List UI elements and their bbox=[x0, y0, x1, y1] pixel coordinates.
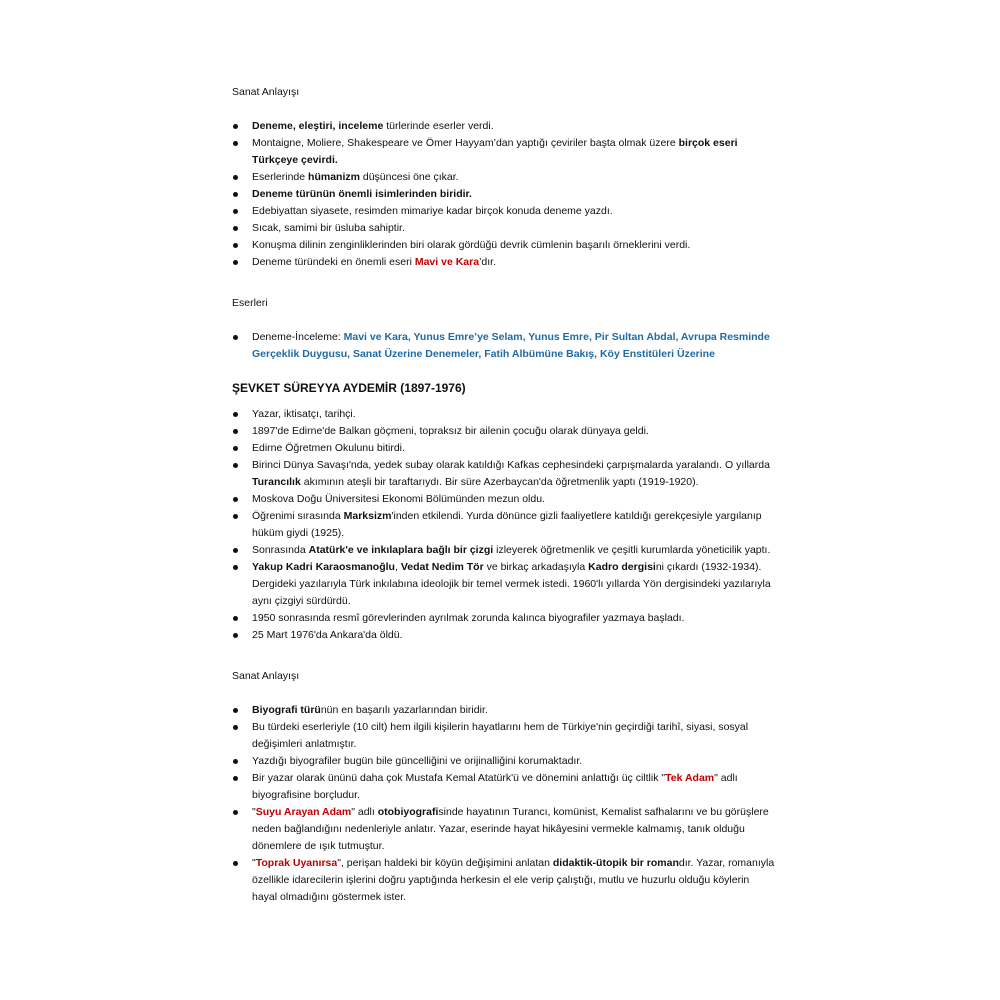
item-text: Moskova Doğu Üniversitesi Ekonomi Bölümünden mezun oldu. bbox=[252, 493, 545, 505]
section-heading-sanat-anlayisi-2: Sanat Anlayışı bbox=[232, 670, 300, 682]
list-item bbox=[232, 753, 777, 770]
list-item bbox=[232, 804, 777, 855]
list-item bbox=[232, 702, 777, 719]
list-item bbox=[232, 406, 777, 423]
list-item bbox=[232, 329, 777, 363]
list-item bbox=[232, 254, 777, 271]
page-content bbox=[232, 84, 777, 906]
bold-text: Deneme türünün önemli isimlerinden biridir. bbox=[252, 188, 472, 200]
item-text: " bbox=[252, 806, 256, 818]
item-text: ni çıkardı (1932-1934). Dergideki yazılarıyla Türk inkılabına ideolojik bir temel vermek istedi. 1960'lı yıllarda Yön dergisindeki yazılarıyla aynı çizgiyi sürdürdü. bbox=[252, 561, 771, 607]
red-highlight-text: Toprak Uyanırsa bbox=[255, 857, 338, 869]
item-text: 1897'de Edirne'de Balkan göçmeni, topraksız bir ailenin çocuğu olarak dünyaya geldi. bbox=[252, 425, 649, 437]
item-text: 'inden etkilendi. Yurda dönünce gizli faaliyetlere katıldığı gerekçesiyle yargılanıp hüküm giydi (1925). bbox=[252, 510, 762, 539]
list-item bbox=[232, 186, 777, 203]
item-text: Konuşma dilinin zenginliklerinden biri olarak gördüğü devrik cümlenin başarılı örneklerini verdi. bbox=[252, 239, 691, 251]
item-text: ’dır. bbox=[479, 256, 496, 268]
bold-text: Turancılık bbox=[252, 476, 301, 488]
bullet-list-biography bbox=[232, 406, 777, 644]
list-item bbox=[232, 440, 777, 457]
list-item bbox=[232, 203, 777, 220]
bold-text: Kadro dergisi bbox=[588, 561, 656, 573]
list-item bbox=[232, 559, 777, 610]
item-text: Edebiyattan siyasete, resimden mimariye kadar birçok konuda deneme yazdı. bbox=[252, 205, 613, 217]
item-text: 1950 sonrasında resmî görevlerinden ayrılmak zorunda kalınca biyografiler yazmaya başladı. bbox=[252, 612, 685, 624]
item-text: Sonrasında bbox=[252, 544, 309, 556]
red-highlight-text: Mavi ve Kara bbox=[414, 256, 480, 268]
list-item bbox=[232, 610, 777, 627]
bold-text: Vedat Nedim Tör bbox=[400, 561, 484, 573]
item-text: nün en başarılı yazarlarından biridir. bbox=[320, 704, 488, 716]
red-highlight-text: Suyu Arayan Adam bbox=[255, 806, 352, 818]
red-highlight-text: Tek Adam bbox=[665, 772, 715, 784]
item-text: Montaigne, Moliere, Shakespeare ve Ömer Hayyam’dan yaptığı çeviriler başta olmak üzere bbox=[252, 137, 679, 149]
list-item bbox=[232, 423, 777, 440]
bullet-list-eserleri bbox=[232, 329, 777, 363]
list-item bbox=[232, 491, 777, 508]
item-text: izleyerek öğretmenlik ve çeşitli kurumlarda yöneticilik yaptı. bbox=[493, 544, 771, 556]
item-text: Deneme-İnceleme: bbox=[252, 331, 344, 343]
bold-text: otobiyografi bbox=[377, 806, 439, 818]
list-item bbox=[232, 135, 777, 169]
bold-text: didaktik-ütopik bir roman bbox=[552, 857, 679, 869]
item-text: Deneme türündeki en önemli eseri bbox=[252, 256, 415, 268]
item-text: Yazar, iktisatçı, tarihçi. bbox=[252, 408, 356, 420]
bold-text: Deneme, eleştiri, inceleme bbox=[252, 120, 384, 132]
item-text: Bir yazar olarak ününü daha çok Mustafa Kemal Atatürk'ü ve dönemini anlattığı üç ciltlik " bbox=[252, 772, 666, 784]
section-heading-sanat-anlayisi-1: Sanat Anlayışı bbox=[232, 86, 300, 98]
bold-text: Yakup Kadri Karaosmanoğlu bbox=[252, 561, 395, 573]
item-text: 25 Mart 1976'da Ankara'da öldü. bbox=[252, 629, 403, 641]
author-title: ŞEVKET SÜREYYA AYDEMİR (1897-1976) bbox=[232, 381, 466, 395]
section-heading-eserleri: Eserleri bbox=[232, 297, 268, 309]
list-item bbox=[232, 719, 777, 753]
bullet-list-sanat-anlayisi-2 bbox=[232, 702, 777, 906]
list-item bbox=[232, 542, 777, 559]
bold-text: birçok eseri Türkçeye çevirdi. bbox=[252, 137, 738, 166]
item-text: düşüncesi öne çıkar. bbox=[359, 171, 459, 183]
list-item bbox=[232, 457, 777, 491]
bold-text: hümanizm bbox=[308, 171, 360, 183]
item-text: " adlı biyografisine borçludur. bbox=[252, 772, 738, 801]
item-text: ", perişan haldeki bir köyün değişimini anlatan bbox=[337, 857, 553, 869]
item-text: dır. Yazar, romanıyla özellikle idarecilerin işlerini doğru yaptığında herkesin el ele verip çalıştığı, mutlu ve huzurlu olduğu köylerin hayal olmadığını göstermek ister. bbox=[252, 857, 775, 903]
item-text: Yazdığı biyografiler bugün bile güncelliğini ve orijinalliğini korumaktadır. bbox=[252, 755, 583, 767]
item-text: akımının ateşli bir taraftarıydı. Bir süre Azerbaycan'da öğretmenlik yaptı (1919-1920). bbox=[300, 476, 699, 488]
item-text: sinde hayatının Turancı, komünist, Kemalist safhalarını ve bu görüşlere neden bağlandığını nedenleriyle anlatır. Yazar, eserinde hayat hikâyesini vermekle kalmamış, tanık olduğu dönemlere de ışık tutmuştur. bbox=[252, 806, 769, 852]
item-text: , bbox=[394, 561, 401, 573]
item-text: Öğrenimi sırasında bbox=[252, 510, 344, 522]
item-text: Birinci Dünya Savaşı'nda, yedek subay olarak katıldığı Kafkas cephesindeki çarpışmalarda yaralandı. O yıllarda bbox=[252, 459, 770, 471]
item-text: ve birkaç arkadaşıyla bbox=[483, 561, 589, 573]
list-item bbox=[232, 627, 777, 644]
list-item bbox=[232, 169, 777, 186]
bold-text: Biyografi türü bbox=[252, 704, 321, 716]
list-item bbox=[232, 770, 777, 804]
item-text: Edirne Öğretmen Okulunu bitirdi. bbox=[252, 442, 405, 454]
list-item bbox=[232, 508, 777, 542]
item-text: " bbox=[252, 857, 256, 869]
list-item bbox=[232, 237, 777, 254]
bullet-list-sanat-anlayisi-1 bbox=[232, 118, 777, 271]
item-text: Eserlerinde bbox=[252, 171, 309, 183]
list-item bbox=[232, 220, 777, 237]
blue-highlight-text: Mavi ve Kara, Yunus Emre’ye Selam, Yunus Emre, Pir Sultan Abdal, Avrupa Resminde Gerçeklik Duygusu, Sanat Üzerine Denemeler, Fatih Albümüne Bakış, Köy Enstitüleri Üzerine bbox=[252, 331, 770, 360]
list-item bbox=[232, 855, 777, 906]
bold-text: Marksizm bbox=[343, 510, 392, 522]
bold-text: Atatürk'e ve inkılaplara bağlı bir çizgi bbox=[308, 544, 494, 556]
item-text: " adlı bbox=[351, 806, 378, 818]
item-text: Sıcak, samimi bir üsluba sahiptir. bbox=[252, 222, 405, 234]
item-text: türlerinde eserler verdi. bbox=[383, 120, 494, 132]
item-text: Bu türdeki eserleriyle (10 cilt) hem ilgili kişilerin hayatlarını hem de Türkiye'nin geçirdiği tarihî, siyasi, sosyal değişimleri anlatmıştır. bbox=[252, 721, 749, 750]
list-item bbox=[232, 118, 777, 135]
